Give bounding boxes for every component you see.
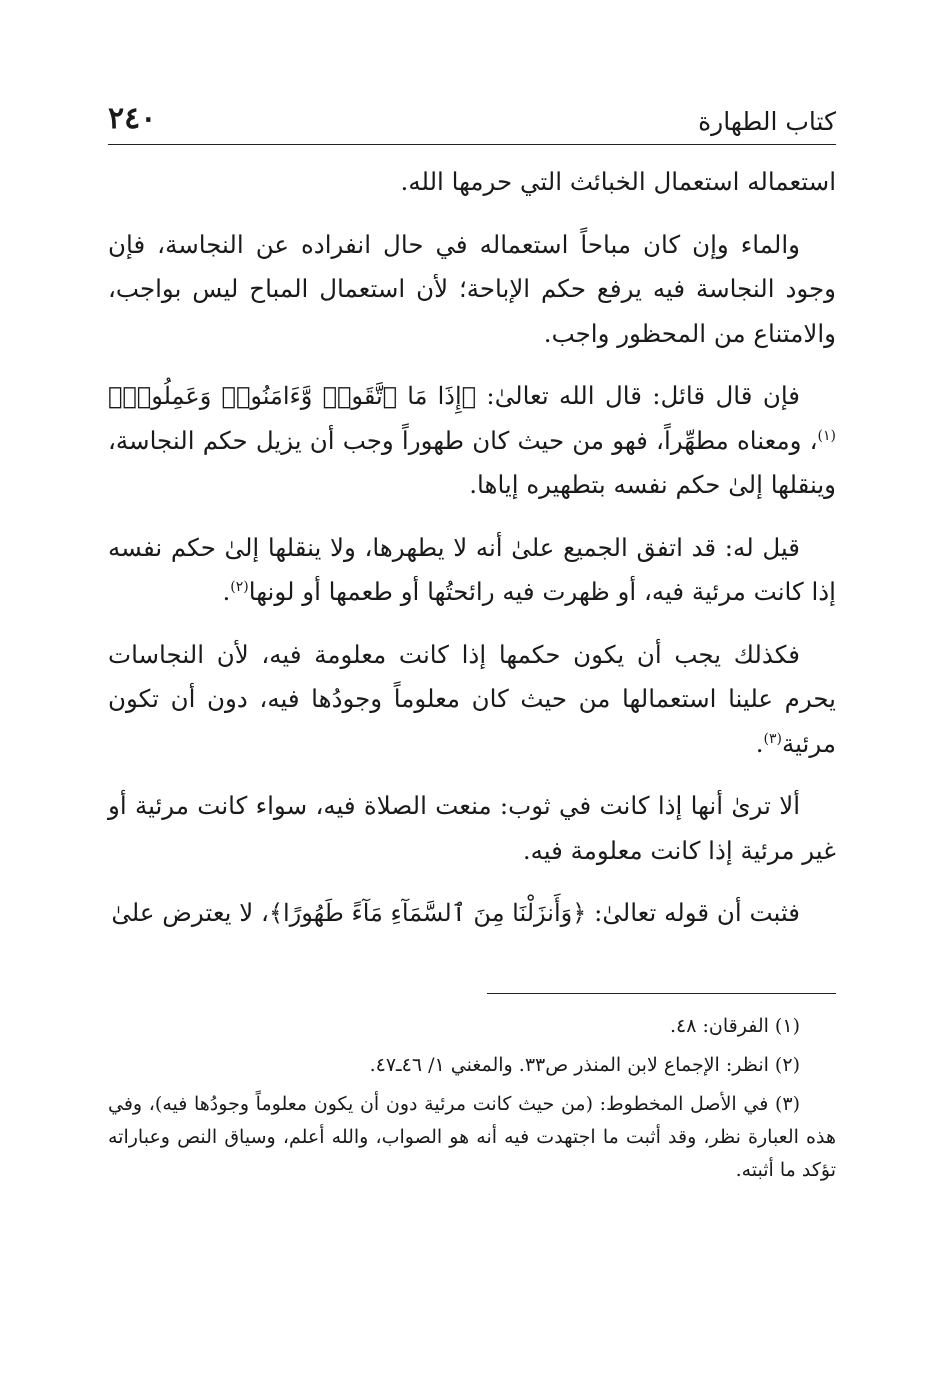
paragraph-2: والماء وإن كان مباحاً استعماله في حال انفراده عن النجاسة، فإن وجود النجاسة فيه يرفع حكم الإباحة؛ لأن استعمال المباح ليس بواجب، والامتناع من المحظور واجب.: [108, 229, 836, 348]
running-header: [108, 96, 836, 145]
footnote-ref-3[interactable]: (٣): [763, 730, 782, 747]
paragraph-4-end: .: [222, 577, 231, 606]
chapter-title: كتاب الطهارة: [698, 107, 836, 136]
footnote-3: (٣) في الأصل المخطوط: (من حيث كانت مرئية دون أن يكون معلوماً وجودُها فيه)، وفي هذه العبارة نظر، وقد أثبت ما اجتهدت فيه أنه هو الصواب، والله أعلم، وسياق النص وعباراته تؤكد ما أثبته.: [108, 1093, 836, 1181]
quran-quote-2: ﴿وَأَنزَلْنَا مِنَ ٱلسَّمَآءِ مَآءً طَهُورًا﴾: [268, 899, 587, 927]
footnote-2: (٢) انظر: الإجماع لابن المنذر ص٣٣. والمغني ١/ ٤٦ـ٤٧.: [369, 1054, 800, 1076]
paragraph-6: ألا ترىٰ أنها إذا كانت في ثوب: منعت الصلاة فيه، سواء كانت مرئية أو غير مرئية إذا كانت معلومة فيه.: [108, 791, 836, 865]
footnote-ref-1[interactable]: (١): [817, 427, 836, 444]
paragraph-3: [108, 374, 836, 508]
footnote-1: (١) الفرقان: ٤٨.: [670, 1015, 800, 1037]
footnotes: [108, 1010, 836, 1193]
paragraph-7: [108, 891, 836, 936]
paragraph-7-text-b: ، لا يعترض علىٰ: [111, 898, 269, 927]
footnote-ref-2[interactable]: (٢): [230, 578, 249, 595]
paragraph-5: [108, 633, 836, 767]
paragraph-4: [108, 526, 836, 615]
paragraph-3-text-a: فإن قال قائل: قال الله تعالىٰ:: [476, 381, 800, 410]
quran-quote-1: ﴿إِذَا مَا ٱتَّقَوا۟ وَّءَامَنُوا۟ وَعَمِلُوا۟﴾: [108, 382, 477, 410]
paragraph-7-text-a: فثبت أن قوله تعالىٰ:: [586, 898, 800, 927]
paragraph-4-text: قيل له: قد اتفق الجميع علىٰ أنه لا يطهرها، ولا ينقلها إلىٰ حكم نفسه إذا كانت مرئية فيه، أو ظهرت فيه رائحتُها أو طعمها أو لونها: [108, 532, 836, 606]
page-number: ٢٤٠: [108, 101, 157, 136]
main-text: [108, 160, 836, 954]
paragraph-3-text-b: ، ومعناه مطهِّراً، فهو من حيث كان طهوراً وجب أن يزيل حكم النجاسة، وينقلها إلىٰ حكم نفسه بتطهيره إياها.: [108, 425, 836, 499]
paragraph-5-text: فكذلك يجب أن يكون حكمها إذا كانت معلومة فيه، لأن النجاسات يحرم علينا استعمالها من حيث كان معلوماً وجودُها فيه، دون أن تكون مرئية: [108, 639, 836, 758]
paragraph-1: استعماله استعمال الخبائث التي حرمها الله.: [400, 167, 836, 196]
footnote-divider: [487, 993, 836, 994]
paragraph-5-end: .: [755, 728, 764, 758]
